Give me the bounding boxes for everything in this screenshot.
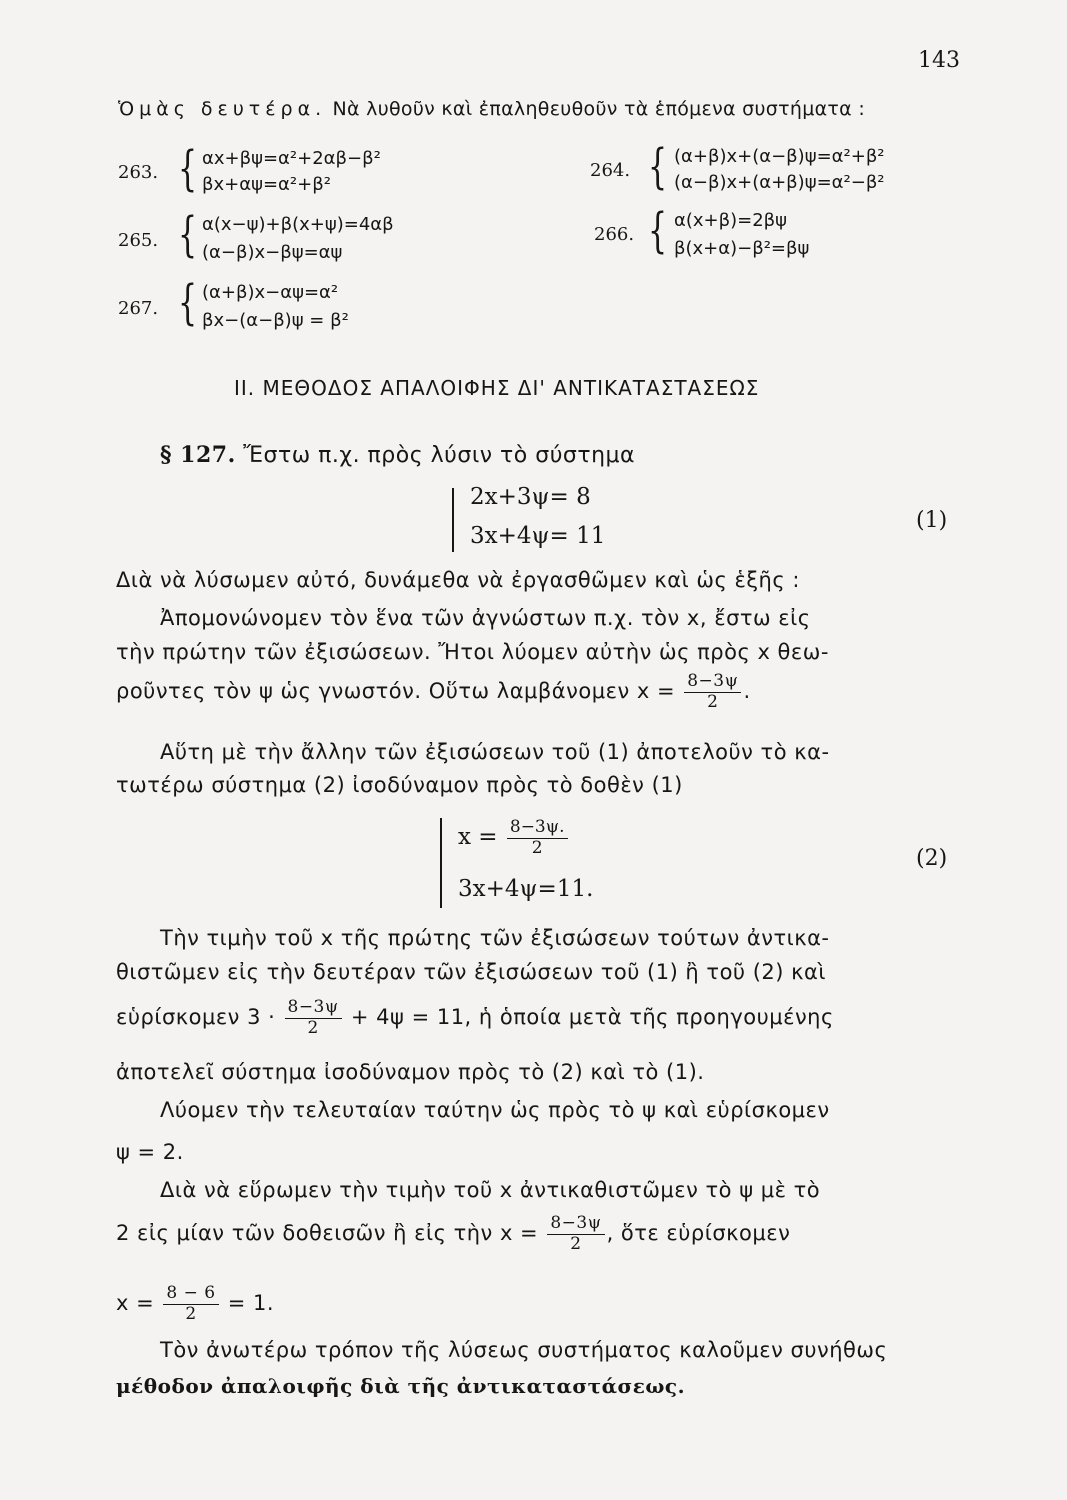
system-2-equation-1	[458, 818, 570, 858]
fraction	[163, 1284, 218, 1324]
text-fragment: 2 εἰς μίαν τῶν δοθεισῶν ἢ εἰς τὴν x =	[116, 1221, 539, 1246]
exercise-265	[118, 207, 518, 264]
text-line-with-fraction	[116, 1284, 274, 1324]
equation-1: αx+βψ=α²+2αβ−β²	[202, 148, 381, 169]
fraction	[507, 818, 568, 858]
equation-2: β(x+α)−β²=βψ	[674, 238, 810, 259]
intro-text: Νὰ λυθοῦν καὶ ἐπαληθευθοῦν τὰ ἑπόμενα συστήματα :	[332, 98, 866, 120]
page-number: 143	[918, 48, 960, 73]
brace-icon: {	[178, 207, 198, 264]
exercises-intro	[118, 98, 865, 120]
exercise-number: 264.	[590, 160, 631, 181]
text-fragment: .	[743, 679, 751, 704]
brace-icon: {	[648, 139, 668, 196]
exercise-267	[118, 275, 518, 332]
text-line: θιστῶμεν εἰς τὴν δευτέραν τῶν ἐξισώσεων τοῦ (1) ἢ τοῦ (2) καὶ	[116, 960, 826, 984]
text-fragment: , ὅτε εὑρίσκομεν	[606, 1221, 791, 1246]
exercise-number: 266.	[594, 224, 635, 245]
text-line: Ἀπομονώνομεν τὸν ἕνα τῶν ἀγνώστων π.χ. τὸν x, ἔστω εἰς	[160, 606, 811, 630]
system-1-equation-1: 2x+3ψ= 8	[470, 484, 591, 510]
system-2-equation-2: 3x+4ψ=11.	[458, 876, 594, 902]
exercise-number: 265.	[118, 230, 159, 251]
text-fragment: x =	[116, 1291, 155, 1316]
text-line: Τὸν ἀνωτέρω τρόπον τῆς λύσεως συστήματος καλοῦμεν συνήθως	[160, 1338, 888, 1362]
text-fragment: x =	[458, 824, 498, 851]
intro-title: Ὁμὰς δευτέρα.	[118, 98, 327, 120]
equation-2: (α−β)x+(α+β)ψ=α²−β²	[674, 172, 885, 193]
system-2-brace	[440, 818, 442, 908]
equation-2: βx+αψ=α²+β²	[202, 174, 331, 195]
text-line: τωτέρω σύστημα (2) ἰσοδύναμον πρὸς τὸ δοθὲν (1)	[116, 773, 683, 797]
equation-1: (α+β)x−αψ=α²	[202, 282, 339, 303]
text-line: ἀποτελεῖ σύστημα ἰσοδύναμον πρὸς τὸ (2) καὶ τὸ (1).	[116, 1060, 705, 1084]
bold-term: μέθοδον ἀπαλοιφῆς διὰ τῆς ἀντικαταστάσεως.	[116, 1374, 686, 1398]
text-line: ψ = 2.	[116, 1140, 184, 1164]
text-line-with-fraction	[116, 1214, 790, 1254]
equation-2: (α−β)x−βψ=αψ	[202, 242, 343, 263]
fraction-numerator: 8−3ψ	[547, 1214, 604, 1235]
text-line: Διὰ νὰ εὕρωμεν τὴν τιμὴν τοῦ x ἀντικαθιστῶμεν τὸ ψ μὲ τὸ	[160, 1178, 821, 1202]
text-line: Τὴν τιμὴν τοῦ x τῆς πρώτης τῶν ἐξισώσεων τούτων ἀντικα-	[160, 926, 830, 950]
brace-icon: {	[178, 141, 198, 198]
equation-1: α(x+β)=2βψ	[674, 210, 788, 231]
fraction-numerator: 8−3ψ.	[507, 818, 568, 839]
fraction	[684, 672, 741, 712]
equation-1: α(x−ψ)+β(x+ψ)=4αβ	[202, 214, 394, 235]
fraction-denominator: 2	[570, 1233, 582, 1254]
exercise-263	[118, 141, 518, 198]
equation-2: βx−(α−β)ψ = β²	[202, 310, 349, 331]
text-fragment: εὑρίσκομεν 3 ·	[116, 1005, 276, 1030]
paragraph-127	[160, 442, 635, 468]
system-1-equation-2: 3x+4ψ= 11	[470, 523, 606, 549]
brace-icon: {	[648, 203, 668, 260]
fraction	[285, 998, 342, 1038]
fraction-denominator: 2	[707, 691, 719, 712]
system-2-label: (2)	[916, 846, 948, 871]
fraction-numerator: 8−3ψ	[285, 998, 342, 1019]
fraction	[547, 1214, 604, 1254]
text-line: Διὰ νὰ λύσωμεν αὐτό, δυνάμεθα νὰ ἐργασθῶμεν καὶ ὡς ἑξῆς :	[116, 568, 800, 592]
system-1-brace	[452, 488, 454, 552]
exercise-266	[594, 203, 954, 260]
fraction-numerator: 8 − 6	[163, 1284, 218, 1305]
fraction-denominator: 2	[185, 1303, 197, 1324]
text-fragment: ροῦντες τὸν ψ ὡς γνωστόν. Οὕτω λαμβάνομεν x =	[116, 679, 676, 704]
fraction-denominator: 2	[531, 837, 543, 858]
text-line-with-fraction	[116, 998, 834, 1038]
exercise-264	[590, 139, 970, 196]
equation-1: (α+β)x+(α−β)ψ=α²+β²	[674, 146, 885, 167]
paragraph-127-text: Ἔστω π.χ. πρὸς λύσιν τὸ σύστημα	[243, 443, 636, 468]
exercise-number: 263.	[118, 162, 159, 183]
brace-icon: {	[178, 275, 198, 332]
system-1-label: (1)	[916, 508, 948, 533]
text-line: Αὕτη μὲ τὴν ἄλλην τῶν ἐξισώσεων τοῦ (1) ἀποτελοῦν τὸ κα-	[160, 740, 830, 764]
text-line-with-fraction	[116, 672, 751, 712]
section-heading: II. ΜΕΘΟΔΟΣ ΑΠΑΛΟΙΦΗΣ ΔΙ' ΑΝΤΙΚΑΤΑΣΤΑΣΕΩΣ	[234, 376, 760, 400]
text-line: τὴν πρώτην τῶν ἐξισώσεων. Ἤτοι λύομεν αὐτὴν ὡς πρὸς x θεω-	[116, 640, 829, 664]
text-fragment: + 4ψ = 11, ἡ ὁποία μετὰ τῆς προηγουμένης	[350, 1005, 834, 1030]
exercise-number: 267.	[118, 298, 159, 319]
text-fragment: = 1.	[227, 1291, 275, 1316]
fraction-denominator: 2	[307, 1017, 319, 1038]
section-mark: § 127.	[160, 442, 236, 468]
text-line: Λύομεν τὴν τελευταίαν ταύτην ὡς πρὸς τὸ ψ καὶ εὑρίσκομεν	[160, 1098, 830, 1122]
fraction-numerator: 8−3ψ	[684, 672, 741, 693]
